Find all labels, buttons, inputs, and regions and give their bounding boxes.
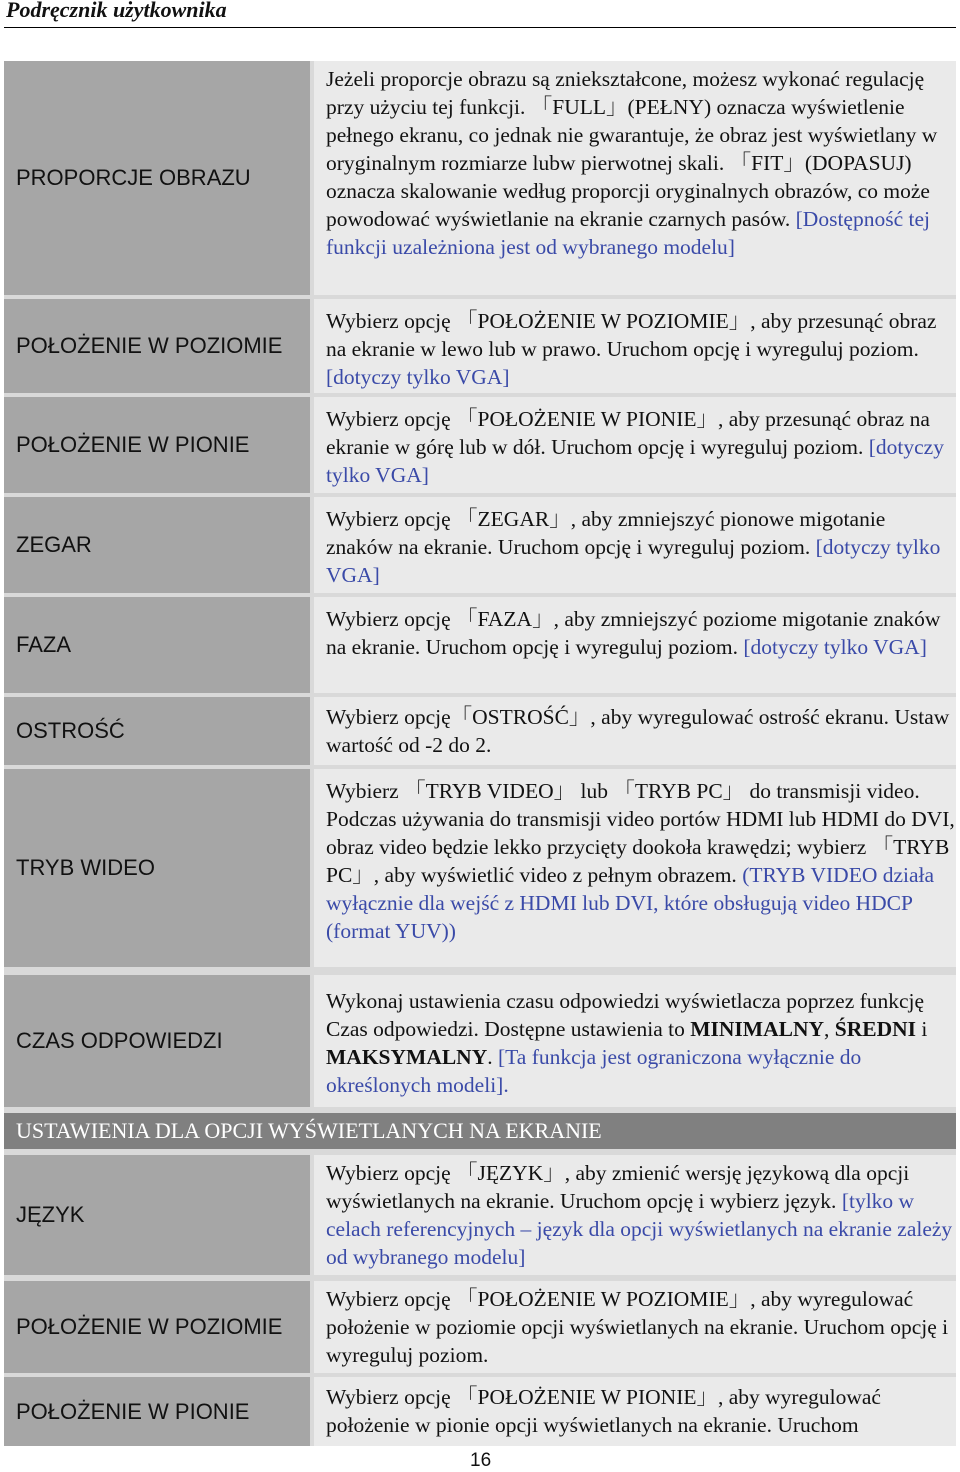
row-desc-text: Wybierz opcję 「POŁOŻENIE W PIONIE」, aby wyregulować położenie w pionie opcji wyświetlanych na ekranie. Uruchom	[326, 1385, 881, 1437]
row-desc-text: Wykonaj ustawienia czasu odpowiedzi wyświetlacza poprzez funkcję Czas odpowiedzi. Dostępne ustawienia to	[326, 989, 925, 1041]
row-label-text: POŁOŻENIE W PIONIE	[16, 432, 250, 457]
row-label-h-position	[4, 299, 310, 393]
row-desc-text: Wybierz opcję 「JĘZYK」, aby zmienić wersję językową dla opcji wyświetlanych na ekranie. Uruchom opcję i wybierz język.	[326, 1161, 910, 1213]
row-desc-text: Wybierz opcję 「ZEGAR」, aby zmniejszyć pionowe migotanie znaków na ekranie. Uruchom opcję i wyreguluj poziom.	[326, 507, 886, 559]
setting-medium: ŚREDNI	[834, 1017, 917, 1041]
row-label-text: CZAS ODPOWIEDZI	[16, 1028, 223, 1053]
row-label-osd-v-position	[4, 1377, 310, 1446]
row-desc-note: [tylko w celach referencyjnych – język dla opcji wyświetlanych na ekranie zależy od wybranego modelu]	[326, 1189, 953, 1269]
row-desc-separator: ,	[824, 1017, 835, 1041]
row-desc-note: [dotyczy tylko VGA]	[743, 635, 927, 659]
row-label-sharpness	[4, 697, 310, 765]
row-desc-text: Wybierz opcję「OSTROŚĆ」, aby wyregulować ostrość ekranu. Ustaw wartość od -2 do 2.	[326, 705, 950, 757]
row-label-osd-h-position	[4, 1281, 310, 1373]
row-desc-separator: .	[487, 1045, 498, 1069]
row-label-phase	[4, 597, 310, 693]
row-desc-note: [Dostępność tej funkcji uzależniona jest od wybranego modelu]	[326, 207, 930, 259]
row-desc-phase	[314, 597, 956, 693]
row-label-response-time	[4, 975, 310, 1107]
setting-maximal: MAKSYMALNY	[326, 1045, 488, 1069]
row-desc-note: [dotyczy tylko VGA]	[326, 435, 944, 487]
section-title: USTAWIENIA DLA OPCJI WYŚWIETLANYCH NA EKRANIE	[16, 1118, 602, 1143]
row-desc-osd-v-position	[314, 1377, 956, 1446]
row-label-text: POŁOŻENIE W PIONIE	[16, 1398, 250, 1424]
page-header	[4, 0, 956, 24]
setting-minimal: MINIMALNY	[690, 1017, 825, 1041]
row-desc-language	[314, 1155, 956, 1275]
row-desc-text: Wybierz opcję 「FAZA」, aby zmniejszyć poziome migotanie znaków na ekranie. Uruchom opcję i wyreguluj poziom.	[326, 607, 941, 659]
row-desc-text: Wybierz opcję 「POŁOŻENIE W POZIOMIE」, aby przesunąć obraz na ekranie w lewo lub w prawo. Uruchom opcję i wyreguluj poziom.	[326, 309, 937, 361]
row-desc-separator: i	[916, 1017, 928, 1041]
row-label-aspect-ratio	[4, 61, 310, 295]
row-label-video-mode	[4, 769, 310, 967]
header-title: Podręcznik użytkownika	[6, 0, 227, 22]
row-label-text: POŁOŻENIE W POZIOMIE	[16, 333, 283, 358]
row-desc-text: Jeżeli proporcje obrazu są zniekształcone, możesz wykonać regulację przy użyciu tej funkcji. 「FULL」(PEŁNY) oznacza wyświetlenie pełnego ekranu, co jednak nie gwarantuje, że obraz jest wyświetlany w oryginalnym rozmiarze lubw pierwotnej skali. 「FIT」(DOPASUJ) oznacza skalowanie według proporcji oryginalnych obrazów, co może powodować wyświetlanie na ekranie czarnych pasów.	[326, 67, 938, 231]
row-desc-text: Wybierz opcję 「POŁOŻENIE W POZIOMIE」, aby wyregulować położenie w poziomie opcji wyświetlanych na ekranie. Uruchom opcję i wyreguluj poziom.	[326, 1287, 949, 1367]
row-label-text: ZEGAR	[16, 532, 92, 557]
section-header-osd	[4, 1113, 956, 1149]
row-desc-note: [dotyczy tylko VGA]	[326, 365, 510, 389]
row-label-text: JĘZYK	[16, 1202, 85, 1227]
row-desc-v-position	[314, 397, 956, 493]
row-desc-text: Wybierz 「TRYB VIDEO」 lub 「TRYB PC」 do transmisji video. Podczas używania do transmisji video portów HDMI lub HDMI do DVI, obraz video będzie lekko przycięty dookoła krawędzi; wybierz 「TRYB PC」, aby wyświetlić video z pełnym obrazem.	[326, 779, 955, 887]
row-label-text: OSTROŚĆ	[16, 718, 125, 743]
row-label-text: TRYB WIDEO	[16, 855, 155, 880]
page-number: 16	[470, 1450, 492, 1471]
row-desc-note: (TRYB VIDEO działa wyłącznie dla wejść z HDMI lub DVI, które obsługują video HDCP (format YUV))	[326, 863, 935, 943]
header-divider	[4, 27, 956, 28]
row-desc-osd-h-position	[314, 1281, 956, 1373]
row-label-text: PROPORCJE OBRAZU	[16, 165, 251, 190]
row-desc-sharpness	[314, 697, 956, 765]
row-label-language	[4, 1155, 310, 1275]
row-desc-note: [Ta funkcja jest ograniczona wyłącznie do określonych modeli].	[326, 1045, 862, 1097]
settings-table	[4, 61, 956, 1446]
row-label-v-position	[4, 397, 310, 493]
row-desc-note: [dotyczy tylko VGA]	[326, 535, 941, 587]
row-label-text: FAZA	[16, 632, 72, 657]
row-desc-video-mode	[314, 769, 956, 967]
row-desc-text: Wybierz opcję 「POŁOŻENIE W PIONIE」, aby przesunąć obraz na ekranie w górę lub w dół. Uruchom opcję i wyreguluj poziom.	[326, 407, 930, 459]
row-desc-h-position	[314, 299, 956, 393]
row-desc-aspect-ratio	[314, 61, 956, 295]
row-desc-clock	[314, 497, 956, 593]
row-desc-response-time	[314, 975, 956, 1107]
row-label-text: POŁOŻENIE W POZIOMIE	[16, 1314, 283, 1339]
row-label-clock	[4, 497, 310, 593]
